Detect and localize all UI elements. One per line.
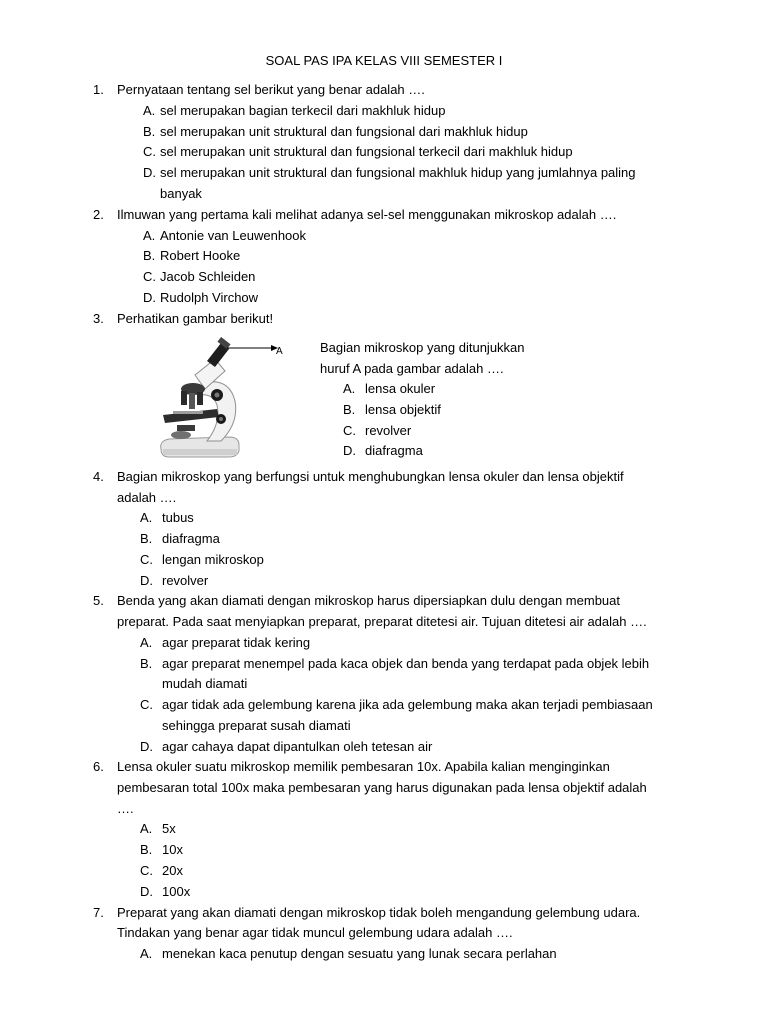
question-text: Perhatikan gambar berikut!: [117, 311, 274, 326]
question-number: 4.: [93, 469, 104, 484]
question-text: Bagian mikroskop yang berfungsi untuk menghubungkan lensa okuler dan lensa objektif: [117, 469, 624, 484]
option-text: sehingga preparat susah diamati: [162, 718, 351, 733]
option-letter: A.: [140, 946, 153, 961]
option-letter: D.: [343, 443, 356, 458]
question-text: adalah ….: [117, 490, 177, 505]
option-text: sel merupakan unit struktural dan fungsional dari makhluk hidup: [160, 124, 528, 139]
question-text: preparat. Pada saat menyiapkan preparat, preparat ditetesi air. Tujuan ditetesi air adalah ….: [117, 614, 647, 629]
option-letter: C.: [140, 552, 153, 567]
option-letter: A.: [143, 228, 156, 243]
option-text: mudah diamati: [162, 676, 248, 691]
option-text: Antonie van Leuwenhook: [160, 228, 307, 243]
option-text: menekan kaca penutup dengan sesuatu yang lunak secara perlahan: [162, 946, 557, 961]
question-number: 1.: [93, 82, 104, 97]
option-text: Robert Hooke: [160, 248, 241, 263]
question-text: Tindakan yang benar agar tidak muncul gelembung udara adalah ….: [117, 925, 513, 940]
option-text: sel merupakan bagian terkecil dari makhluk hidup: [160, 103, 446, 118]
option-letter: C.: [343, 423, 356, 438]
option-letter: D.: [143, 290, 156, 305]
option-letter: B.: [143, 124, 156, 139]
option-text: banyak: [160, 186, 202, 201]
option-letter: A.: [343, 381, 356, 396]
question-text: ….: [117, 801, 134, 816]
option-text: agar cahaya dapat dipantulkan oleh tetesan air: [162, 739, 433, 754]
option-letter: C.: [143, 144, 156, 159]
option-text: lensa okuler: [365, 381, 436, 396]
option-text: diafragma: [365, 443, 423, 458]
option-text: diafragma: [162, 531, 220, 546]
question-text: pembesaran total 100x maka pembesaran yang harus digunakan pada lensa objektif adalah: [117, 780, 647, 795]
option-letter: D.: [140, 739, 153, 754]
question-side-text: huruf A pada gambar adalah ….: [320, 361, 504, 376]
option-letter: D.: [140, 884, 153, 899]
question-text: Pernyataan tentang sel berikut yang benar adalah ….: [117, 82, 425, 97]
question-number: 7.: [93, 905, 104, 920]
option-letter: A.: [140, 635, 153, 650]
option-text: sel merupakan unit struktural dan fungsional terkecil dari makhluk hidup: [160, 144, 573, 159]
option-text: sel merupakan unit struktural dan fungsional makhluk hidup yang jumlahnya paling: [160, 165, 636, 180]
option-letter: B.: [140, 656, 153, 671]
question-text: Preparat yang akan diamati dengan mikroskop tidak boleh mengandung gelembung udara.: [117, 905, 641, 920]
question-number: 6.: [93, 759, 104, 774]
question-text: Lensa okuler suatu mikroskop memilik pembesaran 10x. Apabila kalian menginginkan: [117, 759, 610, 774]
option-text: 5x: [162, 821, 176, 836]
option-text: 100x: [162, 884, 191, 899]
question-side-text: Bagian mikroskop yang ditunjukkan: [320, 340, 525, 355]
option-letter: C.: [143, 269, 156, 284]
option-text: lensa objektif: [365, 402, 441, 417]
option-text: revolver: [162, 573, 209, 588]
question-text: Benda yang akan diamati dengan mikroskop harus dipersiapkan dulu dengan membuat: [117, 593, 620, 608]
option-letter: A.: [140, 510, 153, 525]
option-letter: A.: [143, 103, 156, 118]
option-text: 20x: [162, 863, 183, 878]
option-text: lengan mikroskop: [162, 552, 264, 567]
option-text: agar preparat tidak kering: [162, 635, 311, 650]
option-text: tubus: [162, 510, 194, 525]
option-letter: D.: [143, 165, 156, 180]
microscope-image: [155, 337, 290, 461]
option-text: revolver: [365, 423, 412, 438]
option-text: Rudolph Virchow: [160, 290, 259, 305]
question-text: Ilmuwan yang pertama kali melihat adanya sel-sel menggunakan mikroskop adalah ….: [117, 207, 617, 222]
option-letter: B.: [343, 402, 356, 417]
option-letter: B.: [140, 842, 153, 857]
option-letter: D.: [140, 573, 153, 588]
question-number: 5.: [93, 593, 104, 608]
option-letter: A.: [140, 821, 153, 836]
option-letter: B.: [140, 531, 153, 546]
option-text: agar preparat menempel pada kaca objek dan benda yang terdapat pada objek lebih: [162, 656, 650, 671]
option-text: Jacob Schleiden: [160, 269, 256, 284]
page-title: SOAL PAS IPA KELAS VIII SEMESTER I: [265, 53, 503, 68]
figure-label: A: [276, 346, 283, 357]
option-letter: C.: [140, 863, 153, 878]
question-number: 3.: [93, 311, 104, 326]
option-text: agar tidak ada gelembung karena jika ada gelembung maka akan terjadi pembiasaan: [162, 697, 653, 712]
option-text: 10x: [162, 842, 183, 857]
question-number: 2.: [93, 207, 104, 222]
option-letter: C.: [140, 697, 153, 712]
option-letter: B.: [143, 248, 156, 263]
